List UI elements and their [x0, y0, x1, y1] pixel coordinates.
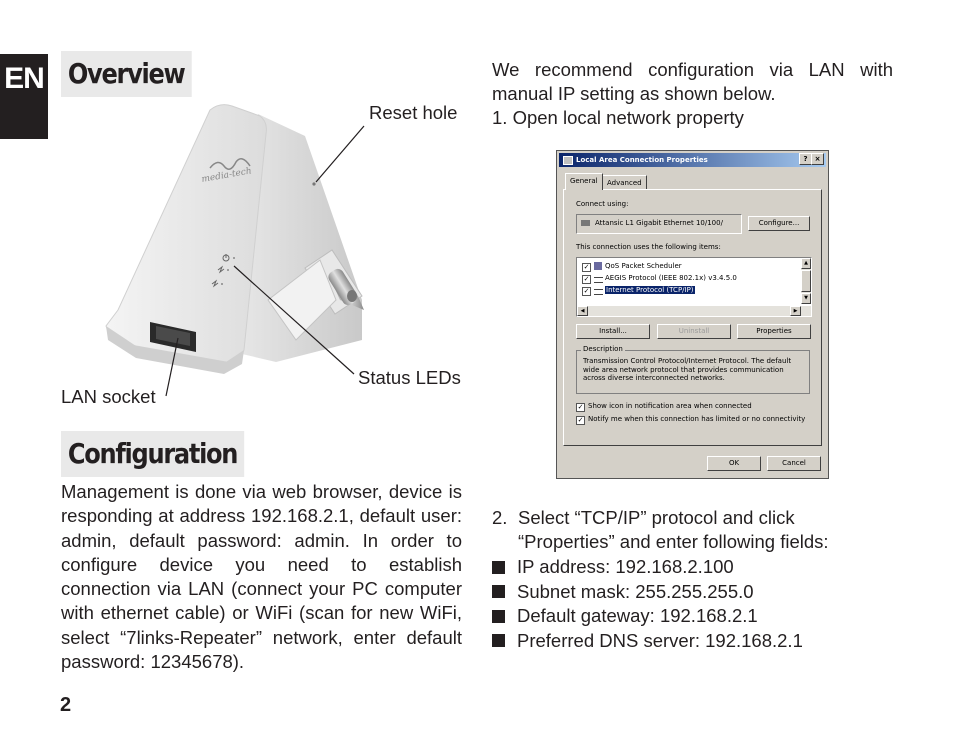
item-checkbox[interactable]: ✓ — [583, 263, 590, 271]
help-button[interactable]: ? — [799, 153, 812, 165]
scroll-right-icon[interactable]: ▶ — [790, 306, 801, 316]
uninstall-button[interactable]: Uninstall — [657, 324, 731, 339]
device-illustration — [100, 100, 470, 400]
bullet-square-icon — [492, 610, 505, 623]
lan-socket-label: LAN socket — [61, 386, 156, 407]
general-panel — [563, 189, 822, 446]
network-icon — [563, 156, 573, 165]
tab-advanced[interactable]: Advanced — [602, 175, 647, 190]
list-item: Default gateway: 192.168.2.1 — [492, 604, 803, 629]
bullet-square-icon — [492, 585, 505, 598]
scroll-up-icon[interactable]: ▲ — [801, 258, 811, 269]
dialog-title: Local Area Connection Properties — [576, 156, 708, 164]
qos-icon — [594, 262, 602, 270]
install-button[interactable]: Install... — [576, 324, 650, 339]
field-list — [492, 555, 803, 653]
notify-label: Notify me when this connection has limited or no connectivity — [588, 415, 806, 423]
local-area-connection-dialog — [556, 150, 829, 479]
description-label: Description — [583, 345, 623, 353]
adapter-field — [576, 214, 742, 234]
scroll-down-icon[interactable]: ▼ — [801, 293, 811, 304]
intro-text: We recommend configuration via LAN with manual IP setting as shown below. — [492, 59, 893, 105]
device-logo: media-tech — [200, 166, 253, 185]
scroll-left-icon[interactable]: ◀ — [577, 306, 588, 316]
notify-checkbox[interactable]: ✓ — [577, 416, 584, 424]
item-checkbox[interactable]: ✓ — [583, 287, 590, 295]
adapter-icon — [581, 220, 590, 226]
properties-button[interactable]: Properties — [737, 324, 811, 339]
show-icon-checkbox[interactable]: ✓ — [577, 403, 584, 411]
description-text: Transmission Control Protocol/Internet Protocol. The default wide area network protocol that provides communication across diverse interconnected networks. — [583, 357, 792, 382]
ok-button[interactable]: OK — [707, 456, 761, 471]
vertical-scrollbar[interactable] — [801, 258, 811, 304]
configure-button[interactable]: Configure... — [748, 216, 810, 231]
configuration-heading: Configuration — [61, 431, 244, 477]
list-item-selected[interactable]: Internet Protocol (TCP/IP) — [606, 286, 694, 294]
list-item[interactable]: QoS Packet Scheduler — [605, 262, 682, 270]
connect-using-label: Connect using: — [576, 200, 629, 208]
page-number: 2 — [60, 694, 72, 716]
overview-heading: Overview — [61, 51, 191, 97]
list-item: Preferred DNS server: 192.168.2.1 — [492, 629, 803, 654]
show-icon-label: Show icon in notification area when connected — [588, 402, 752, 410]
language-tab: EN — [0, 54, 48, 139]
horizontal-scrollbar[interactable] — [577, 306, 811, 316]
adapter-name: Attansic L1 Gigabit Ethernet 10/100/ — [595, 219, 723, 227]
step-2-number: 2. — [492, 507, 508, 528]
configuration-body: Management is done via web browser, device is responding at address 192.168.2.1, default user: admin, default password: admin. In order to configure device you need to establish connection via LAN (connect your PC computer with ethernet cable) or WiFi (scan for new WiFi, select “7links-Repeater” network, enter default password: 12345678). — [61, 481, 462, 673]
close-button[interactable]: × — [811, 153, 824, 165]
step-1-text: 1. Open local network property — [492, 107, 744, 128]
list-item: IP address: 192.168.2.100 — [492, 555, 803, 580]
list-item[interactable]: AEGIS Protocol (IEEE 802.1x) v3.4.5.0 — [605, 274, 737, 282]
reset-hole-label: Reset hole — [369, 102, 458, 123]
item-checkbox[interactable]: ✓ — [583, 275, 590, 283]
list-item: Subnet mask: 255.255.255.0 — [492, 580, 803, 605]
items-label: This connection uses the following items: — [576, 243, 721, 251]
dialog-title-bar — [559, 153, 826, 167]
status-leds-label: Status LEDs — [358, 367, 461, 388]
description-group — [576, 345, 810, 394]
step-2-text: Select “TCP/IP” protocol and click “Properties” and enter following fields: — [518, 507, 829, 553]
items-list — [576, 257, 812, 317]
bullet-square-icon — [492, 634, 505, 647]
bullet-square-icon — [492, 561, 505, 574]
cancel-button[interactable]: Cancel — [767, 456, 821, 471]
protocol-icon — [594, 289, 603, 295]
tab-general[interactable]: General — [565, 173, 603, 190]
scroll-thumb[interactable] — [801, 270, 811, 292]
protocol-icon — [594, 277, 603, 283]
